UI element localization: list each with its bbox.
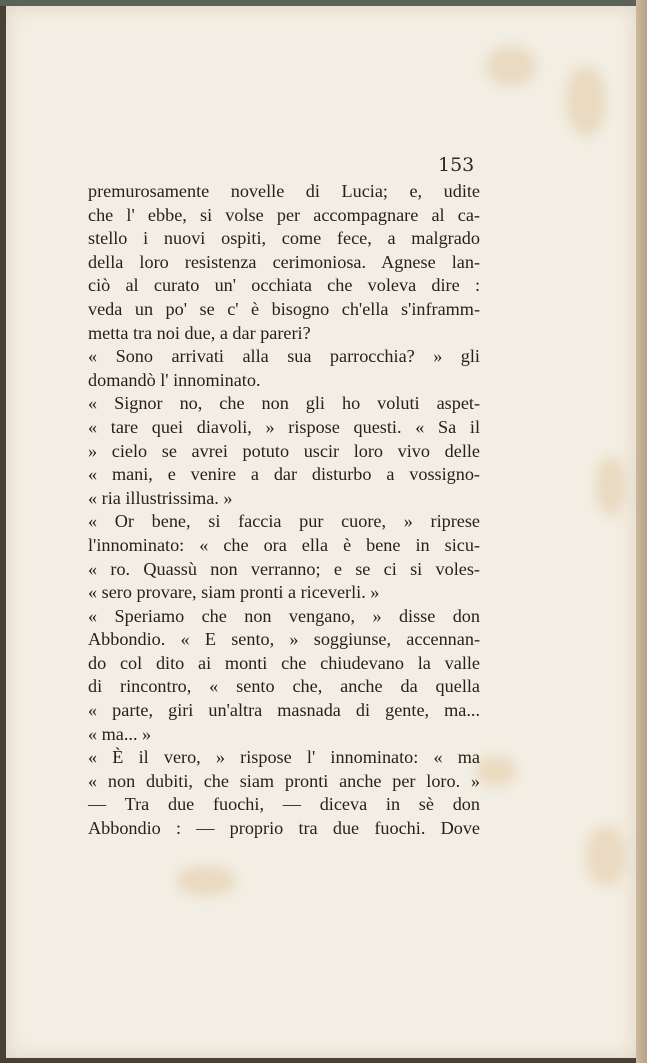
text-line: della loro resistenza cerimoniosa. Agnese lan- xyxy=(88,251,480,272)
text-line: « parte, giri un'altra masnada di gente, ma... xyxy=(88,700,480,721)
text-line: « tare quei diavoli, » rispose questi. « Sa il xyxy=(88,416,480,437)
text-line: Abbondio. « E sento, » soggiunse, accennan- xyxy=(88,629,480,650)
text-line: « Sono arrivati alla sua parrocchia? » gli xyxy=(88,346,480,367)
foxing-stain xyxy=(476,756,516,786)
text-line: di rincontro, « sento che, anche da quella xyxy=(88,676,480,697)
text-line: metta tra noi due, a dar pareri? xyxy=(88,322,311,343)
text-line: l'innominato: « che ora ella è bene in sicu- xyxy=(88,534,480,555)
text-line: Abbondio : — proprio tra due fuochi. Dove xyxy=(88,818,480,839)
text-line: « È il vero, » rispose l' innominato: « ma xyxy=(88,747,480,768)
text-line: « ma... » xyxy=(88,723,152,744)
text-line: « ria illustrissima. » xyxy=(88,487,233,508)
text-line: do col dito ai monti che chiudevano la valle xyxy=(88,652,480,673)
body-text xyxy=(88,180,480,841)
text-line: che l' ebbe, si volse per accompagnare al ca- xyxy=(88,204,480,225)
book-page xyxy=(6,6,636,1058)
foxing-stain xyxy=(596,456,626,516)
foxing-stain xyxy=(586,826,626,886)
text-line: » cielo se avrei potuto uscir loro vivo delle xyxy=(88,440,480,461)
foxing-stain xyxy=(566,66,606,136)
text-line: « ro. Quassù non verranno; e se ci si voles- xyxy=(88,558,480,579)
text-line: « Speriamo che non vengano, » disse don xyxy=(88,605,480,626)
text-line: « mani, e venire a dar disturbo a vossigno- xyxy=(88,464,480,485)
text-line: domandò l' innominato. xyxy=(88,369,261,390)
text-line: ciò al curato un' occhiata che voleva dire : xyxy=(88,275,480,296)
text-line: « non dubiti, che siam pronti anche per loro. » xyxy=(88,770,480,791)
foxing-stain xyxy=(176,866,236,896)
page-number: 153 xyxy=(438,154,475,176)
text-line: veda un po' se c' è bisogno ch'ella s'inframm- xyxy=(88,298,480,319)
text-line: « Signor no, che non gli ho voluti aspet- xyxy=(88,393,480,414)
text-line: stello i nuovi ospiti, come fece, a malgrado xyxy=(88,228,480,249)
text-line: « Or bene, si faccia pur cuore, » riprese xyxy=(88,511,480,532)
book-edge-right xyxy=(636,0,647,1063)
text-line: premurosamente novelle di Lucia; e, udite xyxy=(88,181,480,201)
text-line: — Tra due fuochi, — diceva in sè don xyxy=(88,794,480,815)
text-line: « sero provare, siam pronti a riceverli. » xyxy=(88,582,380,603)
foxing-stain xyxy=(486,46,536,86)
